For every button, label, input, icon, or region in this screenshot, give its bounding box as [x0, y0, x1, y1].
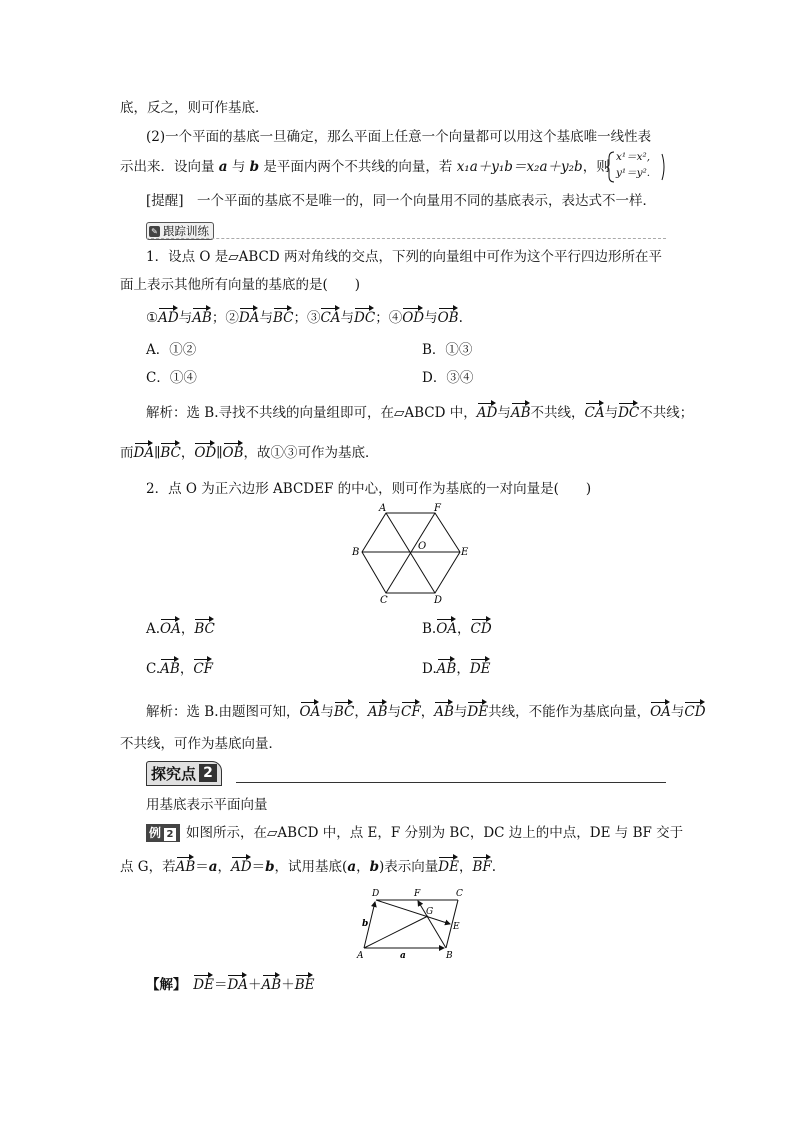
q1-option-c: C．①④ — [146, 370, 197, 386]
para-label-a: A — [357, 951, 364, 961]
paragraph-continuation: 底，反之，则可作基底． — [120, 100, 269, 116]
q1-option-d: D．③④ — [422, 370, 474, 386]
solution-tag: 【解】 — [146, 977, 180, 993]
q2-option-b: B.OA，CD — [422, 621, 492, 637]
hexagon-figure — [350, 500, 470, 606]
equation-row-2: y¹＝y². — [616, 167, 651, 179]
para-label-f: F — [414, 889, 421, 899]
example-line-1: 例 2 如图所示，在▱ABCD 中，点 E，F 分别为 BC，DC 边上的中点，DE 与 BF 交于 — [146, 824, 683, 842]
para-label-e: E — [453, 922, 460, 932]
example-tag: 例 2 — [146, 824, 180, 842]
q2-solution-line-1: 解析：选 B.由题图可知，OA与BC，AB与CF，AB与DE共线，不能作为基底向量，OA与CD — [146, 704, 706, 720]
hex-label-o: O — [418, 541, 427, 552]
hex-label-f: F — [434, 503, 441, 514]
q2-option-a: A.OA，BC — [146, 621, 215, 637]
linear-combination-formula: x₁a＋y₁b＝x₂a＋y₂b — [456, 159, 583, 175]
hex-label-c: C — [380, 595, 388, 606]
hex-label-d: D — [434, 595, 443, 606]
q2-option-d: D.AB，DE — [422, 661, 491, 677]
para-label-c: C — [456, 889, 463, 899]
hex-label-a: A — [379, 503, 387, 514]
q1-stem-line-2: 面上表示其他所有向量的基底的是( ) — [120, 277, 361, 293]
q2-stem: 2．点 O 为正六边形 ABCDEF 的中心，则可作为基底的一对向量是( ) — [146, 481, 592, 497]
q2-solution-line-2: 不共线，可作为基底向量． — [120, 736, 282, 752]
tip-line: [提醒] 一个平面的基底不是唯一的，同一个向量用不同的基底表示，表达式不一样． — [146, 193, 657, 209]
q1-stem-line-1: 1．设点 O 是▱ABCD 两对角线的交点，下列的向量组中可作为这个平行四边形所在平 — [146, 249, 662, 265]
pencil-icon: ✎ — [149, 226, 160, 237]
badge-divider — [146, 238, 666, 239]
para-label-g: G — [426, 907, 434, 917]
para-label-b: B — [446, 951, 453, 961]
hex-label-e: E — [461, 547, 469, 558]
para-label-d: D — [372, 889, 380, 899]
section-subtitle: 用基底表示平面向量 — [146, 797, 268, 813]
q1-option-b: B．①③ — [422, 342, 473, 358]
paragraph-2-line-1: (2)一个平面的基底一旦确定，那么平面上任意一个向量都可以用这个基底唯一线性表 — [146, 129, 652, 145]
section-divider — [236, 782, 666, 783]
para-label-vector-a: a — [400, 951, 406, 961]
q1-solution-line-2: 而DA∥BC，OD∥OB，故①③可作为基底． — [120, 445, 379, 461]
example-line-2: 点 G，若AB＝a，AD＝b，试用基底(a，b)表示向量DE，BF. — [120, 859, 497, 875]
q1-vector-groups: ①AD与AB；②DA与BC；③CA与DC；④OD与OB. — [146, 310, 463, 326]
parallelogram-figure — [352, 884, 470, 962]
practice-badge: ✎ 跟踪训练 — [146, 222, 214, 240]
para-label-vector-b: b — [362, 919, 369, 929]
paragraph-2-line-2: 示出来．设向量 a 与 b 是平面内两个不共线的向量，若 x₁a＋y₁b＝x₂a＋y₂b，则 — [120, 159, 610, 175]
q2-option-c: C.AB，CF — [146, 661, 214, 677]
section-heading: 探究点 2 — [146, 762, 222, 784]
hex-label-b: B — [352, 547, 360, 558]
q1-option-a: A．①② — [146, 342, 197, 358]
q1-solution-line-1: 解析：选 B.寻找不共线的向量组即可，在▱ABCD 中，AD与AB不共线，CA与DC不共线； — [146, 405, 694, 421]
tip-tag: [提醒] — [146, 193, 184, 209]
equation-row-1: x¹＝x², — [616, 151, 651, 163]
solution-line: 【解】 DE＝DA＋AB＋BE — [146, 977, 315, 993]
